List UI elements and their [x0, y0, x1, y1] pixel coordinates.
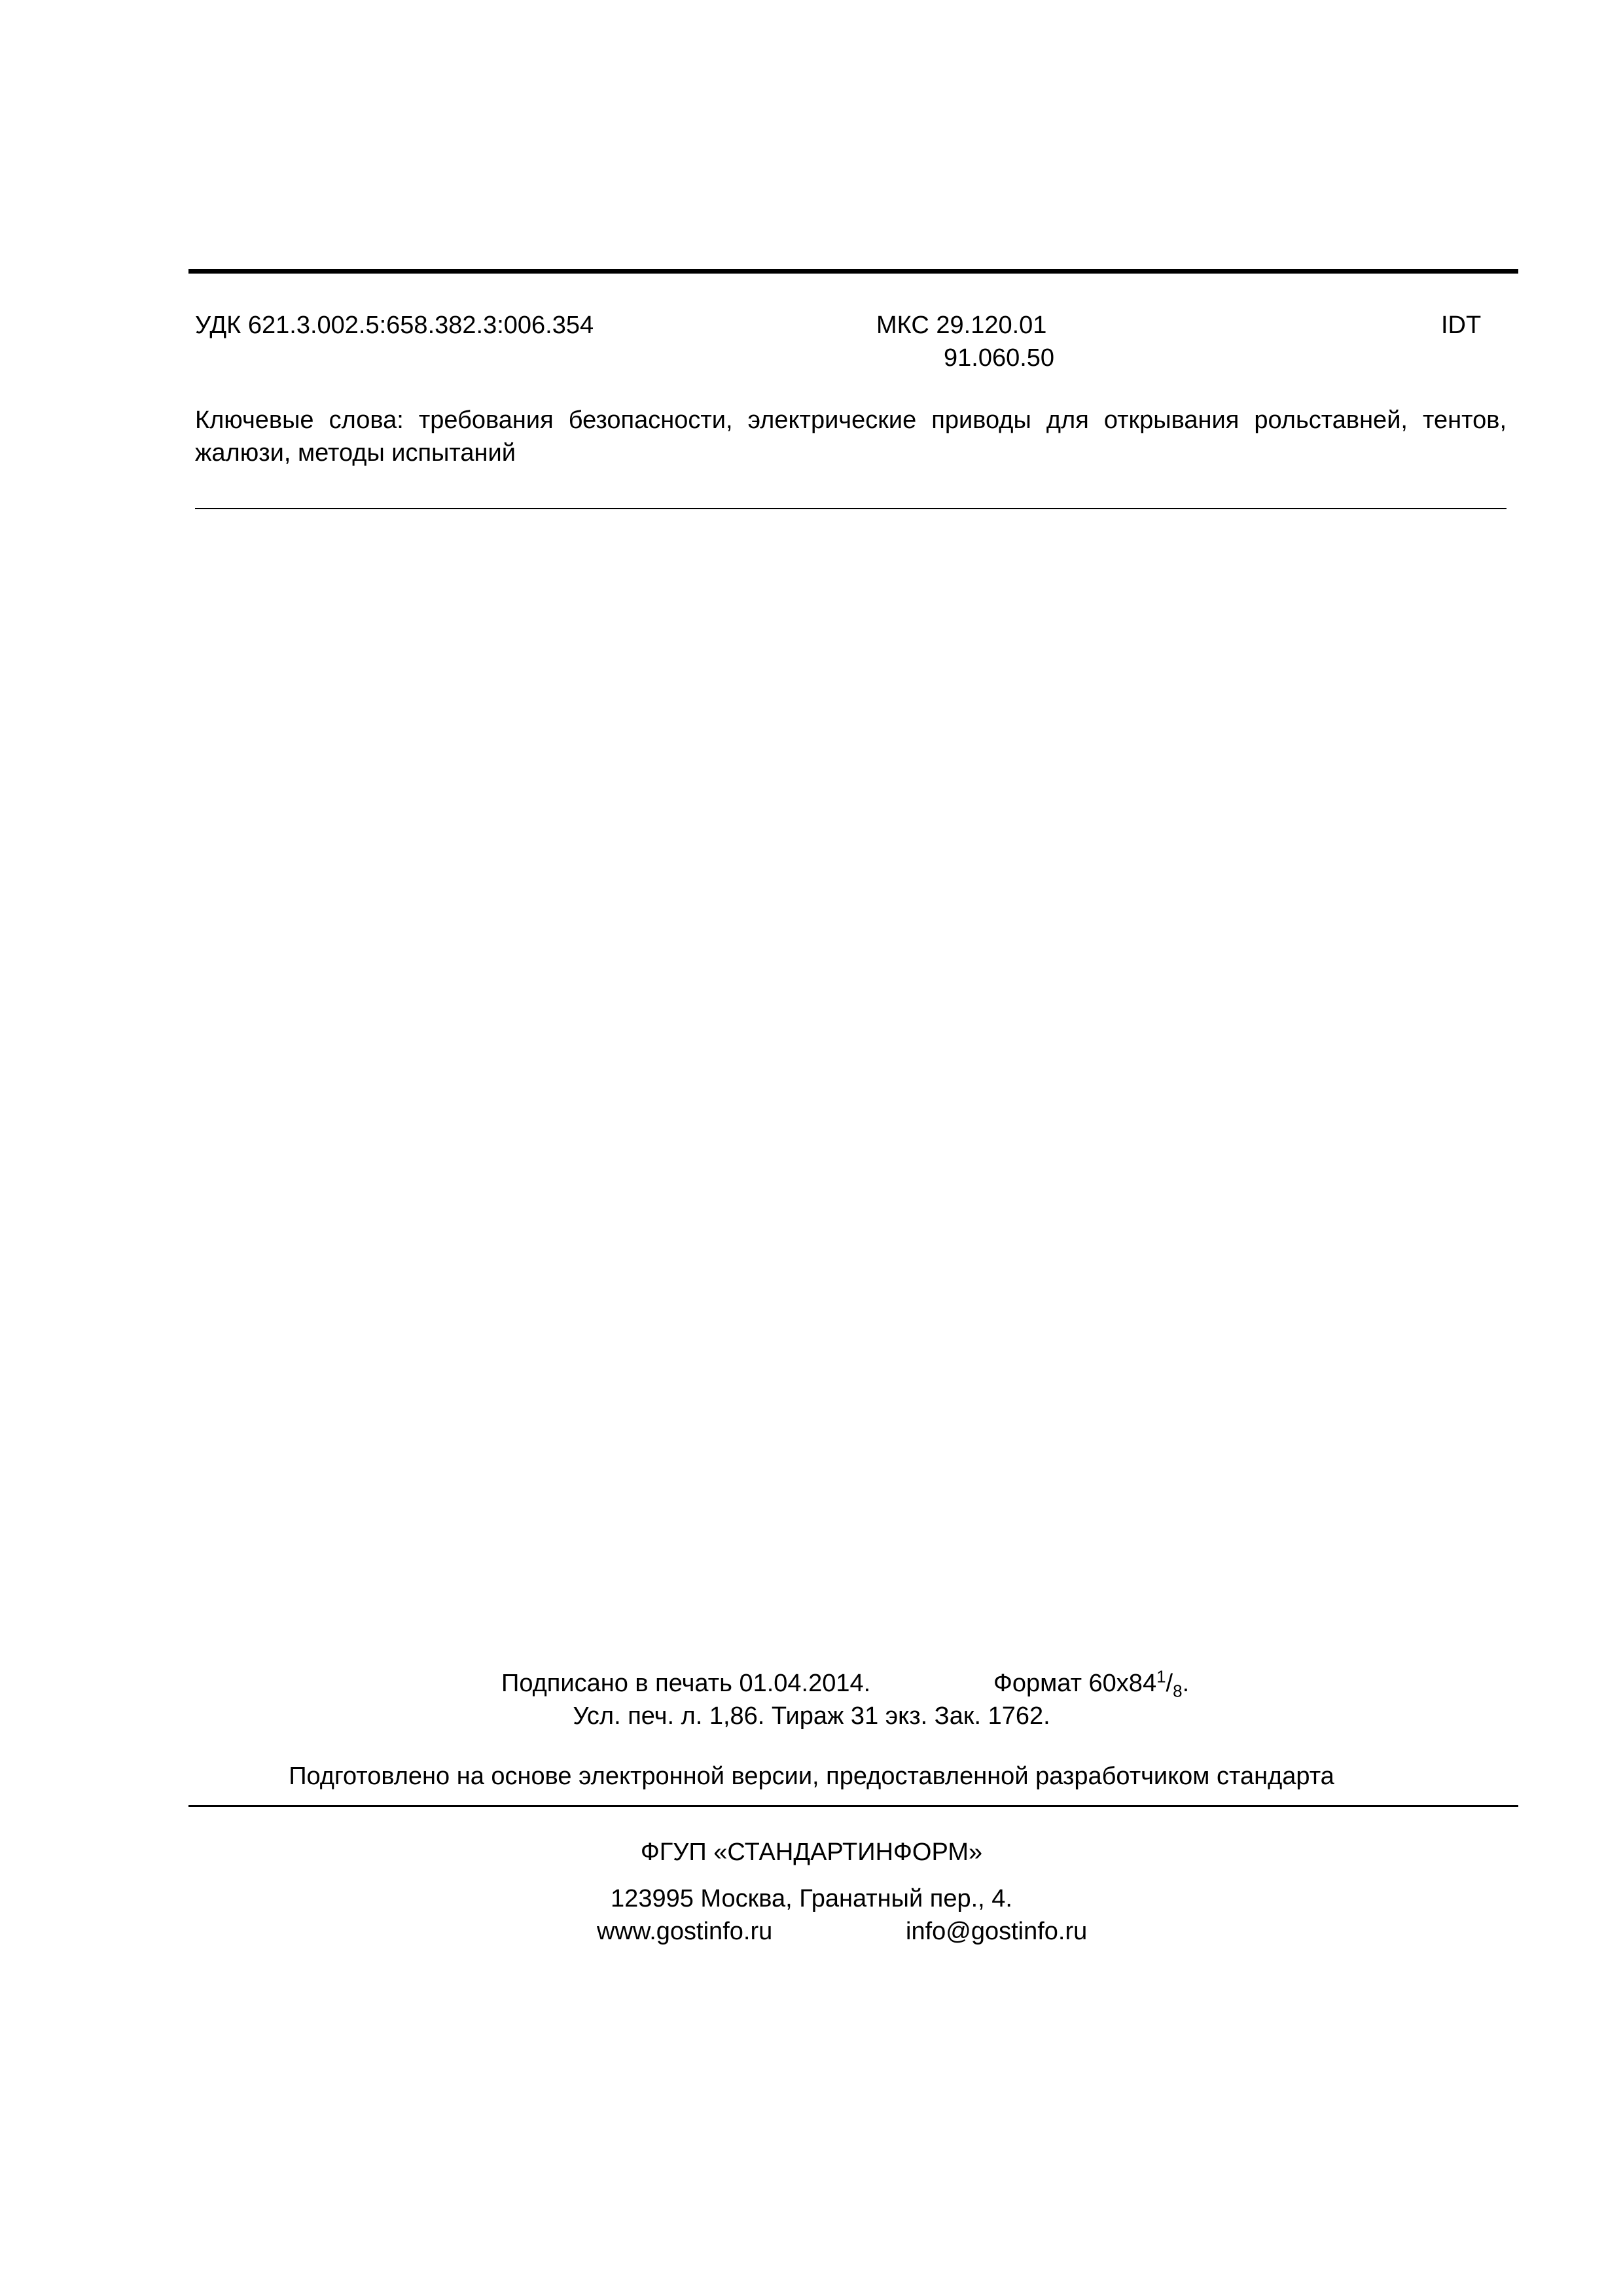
equivalence-degree: IDT	[1441, 312, 1482, 339]
publisher-name: ФГУП «СТАНДАРТИНФОРМ»	[640, 1839, 983, 1866]
top-rule	[188, 269, 1518, 274]
paper-format	[993, 1668, 1189, 1699]
bottom-rule	[188, 1805, 1518, 1807]
format-denominator: 8	[1173, 1681, 1183, 1701]
format-numerator: 1	[1156, 1666, 1166, 1687]
mks-code-1: МКС 29.120.01	[876, 312, 1047, 339]
mks-code-2: 91.060.50	[944, 344, 1055, 372]
prepared-note: Подготовлено на основе электронной версии, предоставленной разработчиком стандарта	[289, 1763, 1334, 1790]
publisher-website-link[interactable]: www.gostinfo.ru	[597, 1918, 773, 1945]
signed-date: Подписано в печать 01.04.2014.	[501, 1670, 871, 1697]
format-slash: /	[1166, 1670, 1173, 1697]
udk-code: УДК 621.3.002.5:658.382.3:006.354	[195, 312, 594, 339]
format-prefix: Формат 60x84	[993, 1670, 1157, 1697]
format-suffix: .	[1182, 1670, 1190, 1697]
publisher-email-link[interactable]: info@gostinfo.ru	[906, 1918, 1088, 1945]
keywords-rule	[195, 508, 1507, 509]
print-details: Усл. печ. л. 1,86. Тираж 31 экз. Зак. 1762.	[573, 1702, 1050, 1730]
publisher-address: 123995 Москва, Гранатный пер., 4.	[611, 1885, 1012, 1912]
keywords-text: Ключевые слова: требования безопасности, электрические приводы для открывания рольставней, тентов, жалюзи, методы испытаний	[195, 406, 1507, 467]
